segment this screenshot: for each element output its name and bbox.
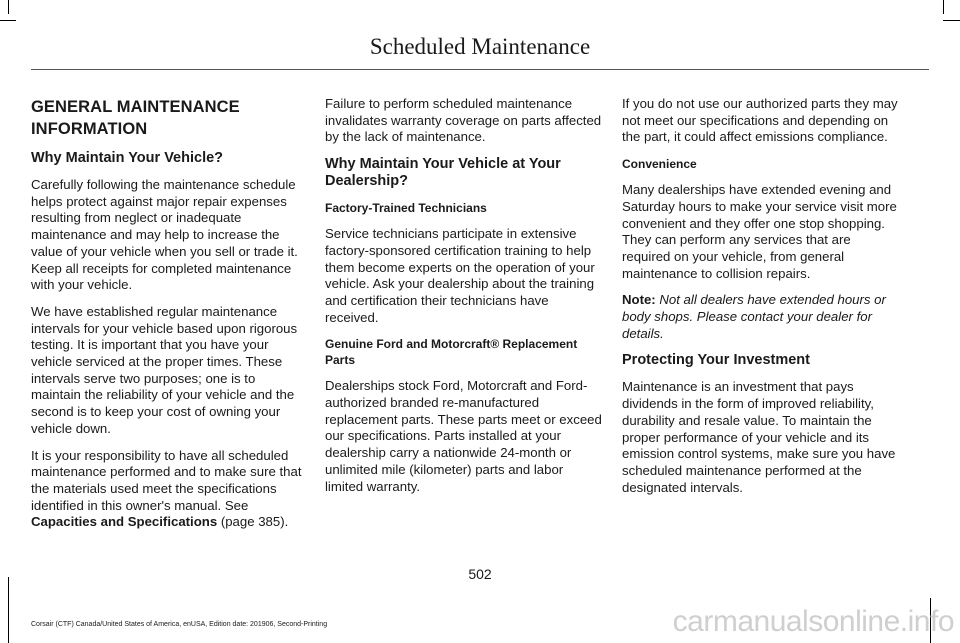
crop-mark [8, 577, 9, 643]
paragraph: We have established regular maintenance intervals for your vehicle based upon rigorous testing. It is important that you have your vehicle serviced at the proper times. These intervals serve two purposes; one is to maintain the reliability of your vehicle and the second is to keep your cost of owning your vehicle down. [31, 303, 298, 436]
section-heading-line1: GENERAL MAINTENANCE [31, 98, 240, 116]
page-header-title: Scheduled Maintenance [369, 34, 591, 59]
section-heading [31, 96, 308, 140]
note [622, 292, 899, 342]
note-label: Note: [622, 292, 656, 308]
header-divider [31, 69, 929, 70]
subheading-investment: Protecting Your Investment [622, 352, 810, 369]
footer-edition-info: Corsair (CTF) Canada/United States of America, enUSA, Edition date: 201906, Second-Printing [31, 621, 328, 628]
watermark: carmanualsonline.info [672, 605, 954, 638]
paragraph: Service technicians participate in extensive factory-sponsored certification training to help them become experts on the operation of your vehicle. Ask your dealership about the training and certification their technicians have received. [325, 226, 595, 325]
crop-mark [0, 20, 16, 21]
paragraph: Maintenance is an investment that pays dividends in the form of improved reliability, durability and resale value. To maintain the proper performance of your vehicle and its emission control systems, make sure you have scheduled maintenance performed at the designated intervals. [622, 379, 896, 495]
section-heading-line2: INFORMATION [31, 120, 148, 138]
crop-mark [943, 20, 960, 21]
note-text: Not all dealers have extended hours or body shops. Please contact your dealer for details. [622, 292, 886, 341]
subheading-technicians: Factory-Trained Technicians [325, 201, 487, 216]
column-1 [31, 96, 308, 541]
paragraph: Many dealerships have extended evening and Saturday hours to make your service visit more convenient and they offer one stop shopping. They can perform any services that are required on your vehicle, from general maintenance to collision repairs. [622, 182, 897, 281]
paragraph: Dealerships stock Ford, Motorcraft and Ford-authorized branded re-manufactured replacement parts. These parts meet or exceed our specifications. Parts installed at your dealership carry a nationwide 24-month or unlimited mile (kilometer) parts and labor limited warranty. [325, 378, 602, 494]
subheading-why-maintain: Why Maintain Your Vehicle? [31, 150, 224, 166]
paragraph: If you do not use our authorized parts they may not meet our specifications and depending on the part, it could affect emissions compliance. [622, 96, 898, 145]
paragraph: Carefully following the maintenance schedule helps protect against major repair expenses resulting from neglect or inadequate maintenance and may help to increase the value of your vehicle when you sell or trade it. Keep all receipts for completed maintenance with your vehicle. [31, 177, 298, 293]
column-3 [622, 96, 899, 506]
subheading-convenience: Convenience [622, 157, 697, 172]
crop-mark [943, 0, 944, 14]
paragraph-text: It is your responsibility to have all scheduled maintenance performed and to make sure that the materials used meet the specifications identified in this owner's manual. See [31, 447, 302, 513]
subheading-dealership: Why Maintain Your Vehicle at Your Dealership? [325, 156, 561, 190]
paragraph [31, 448, 308, 532]
column-2 [325, 96, 602, 505]
crop-mark [8, 0, 9, 14]
subheading-parts: Genuine Ford and Motorcraft® Replacement Parts [325, 337, 578, 368]
paragraph: Failure to perform scheduled maintenance invalidates warranty coverage on parts affected by the lack of maintenance. [325, 96, 602, 145]
page-reference: (page 385). [217, 514, 289, 530]
cross-reference-link[interactable]: Capacities and Specifications [31, 514, 218, 530]
page-number: 502 [468, 566, 492, 582]
